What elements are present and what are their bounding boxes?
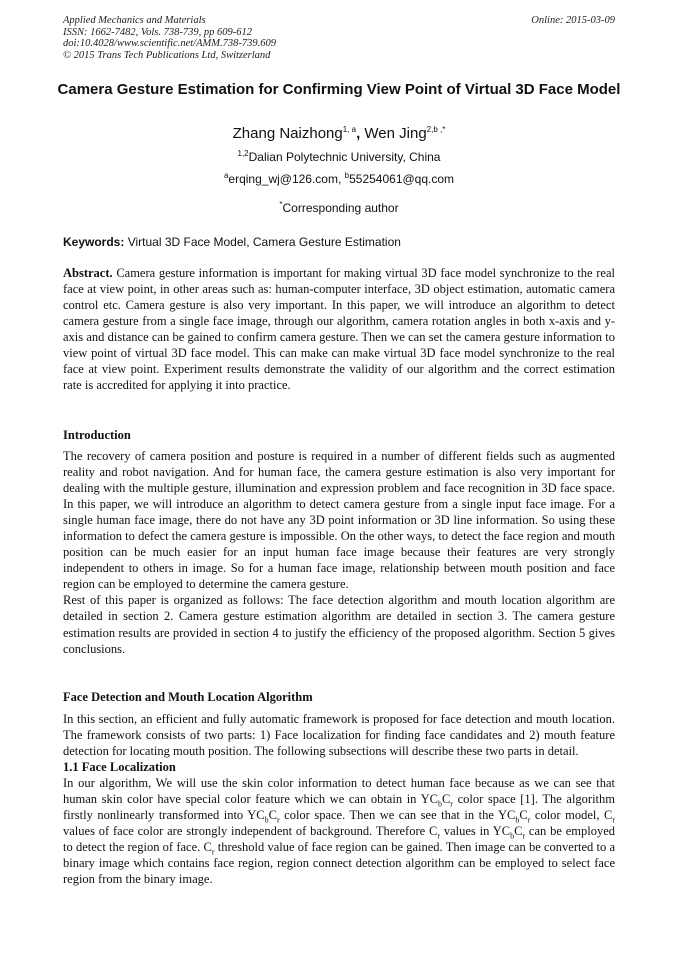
abstract-label: Abstract. [63,266,113,280]
introduction-heading: Introduction [63,428,131,442]
affiliation-text: Dalian Polytechnic University, China [248,150,441,164]
keywords-label: Keywords: [63,235,125,249]
email-b-sup: b [344,171,350,180]
author-separator: , [356,125,365,142]
introduction-body [63,448,615,657]
abstract-text: Camera gesture information is important for making virtual 3D face model synchronize to the real face at view point, in other areas such as: human-computer interface, 3D object estimation, automatic camera control etc. Camera gesture is also very important. In this paper, we will introduce an algorithm to detect camera gesture from a single face image, through our algorithm, camera rotation angles in both x-axis and y-axis and distance can be gained to confirm camera gesture. Then we can set the camera gesture information to view point of virtual 3D face model. This can make can make virtual 3D face model synchronize to the real face at view point. Experiment results demonstrate the validity of our algorithm and the correct estimation rate is accredited for applying it into practice. [63,266,615,393]
keywords-line [63,233,615,251]
corresponding-sup: * [279,200,283,209]
doi: doi:10.4028/www.scientific.net/AMM.738-739.609 [63,38,276,49]
email-b: 55254061@qq.com [349,172,455,186]
author-2-name: Wen Jing [364,125,427,142]
journal-name: Applied Mechanics and Materials [63,15,206,26]
online-date: Online: 2015-03-09 [531,15,615,26]
author-2-sup: 2,b ,* [426,125,446,134]
affiliation-sup: 1,2 [237,149,249,158]
affiliation [50,148,628,166]
section-2-paragraph-2: In our algorithm, We will use the skin color information to detect human face because as we can see that human skin color have special color feature which we can obtain in $YC_bC_r$ color space [1]. The algorithm firstly nonlinearly transformed into $YC_bC_r$ color space. Then we can see that in the $YC_bC_r$ color model, $C_r$ values of face color are strongly independent of background. Therefore $C_r$ values in $YC_bC_r$ can be employed to detect the region of face. $C_r$ threshold value of face region can be gained. Then image can be converted to a binary image which contains face region, region connect detection algorithm can be employed to select face region from the binary image. [63,776,615,887]
author-1-sup: 1, a [342,125,357,134]
section-2-body [63,711,615,888]
keywords-text: Virtual 3D Face Model, Camera Gesture Estimation [124,235,401,249]
abstract [63,265,615,393]
author-line [50,124,628,144]
section-2-heading: Face Detection and Mouth Location Algorithm [63,690,313,704]
corresponding-author [50,199,628,217]
section-2-paragraph-1: In this section, an efficient and fully automatic framework is proposed for face detection and mouth location. The framework consists of two parts: 1) Face localization for finding face candidates and 2) mouth feature detection for locating mouth position. The following subsections will describe these two parts in detail. [63,712,615,759]
introduction-paragraph-2: Rest of this paper is organized as follows: The face detection algorithm and mouth location algorithm are detailed in section 2. Camera gesture estimation algorithm are detailed in section 3. The camera gesture estimation results are provided in section 4 to justify the efficiency of the proposed algorithm. Section 5 gives conclusions. [63,593,615,656]
corresponding-text: Corresponding author [282,201,399,215]
introduction-paragraph-1: The recovery of camera position and posture is required in a number of different fields such as augmented reality and robot navigation. And for human face, the camera gesture estimation is also very important for dealing with the multiple gesture, illumination and expression problem and face recognition in 3D face space. In this paper, we will introduce an algorithm to detect camera gesture from a single input face image. For a single human face image, there do not have any 3D point information or 3D line information. So using these information to defect the camera gesture is impossible. On the other ways, to detect the face region and mouth position can be much easier for an input human face image because their features are very strongly independent to others in image. So for a human face image, relationship between mouth position and face region can be employed to determine the camera gesture. [63,449,615,592]
email-a: erqing_wj@126.com, [228,172,345,186]
email-a-sup: a [223,171,229,180]
subsection-1-1-heading: 1.1 Face Localization [63,760,176,775]
paper-title: Camera Gesture Estimation for Confirming View Point of Virtual 3D Face Model [57,81,621,98]
author-1-name: Zhang Naizhong [232,125,343,142]
journal-header [63,15,615,61]
email-line [50,170,628,188]
issn: ISSN: 1662-7482, Vols. 738-739, pp 609-612 [63,26,252,38]
copyright: © 2015 Trans Tech Publications Ltd, Switzerland [63,49,271,61]
